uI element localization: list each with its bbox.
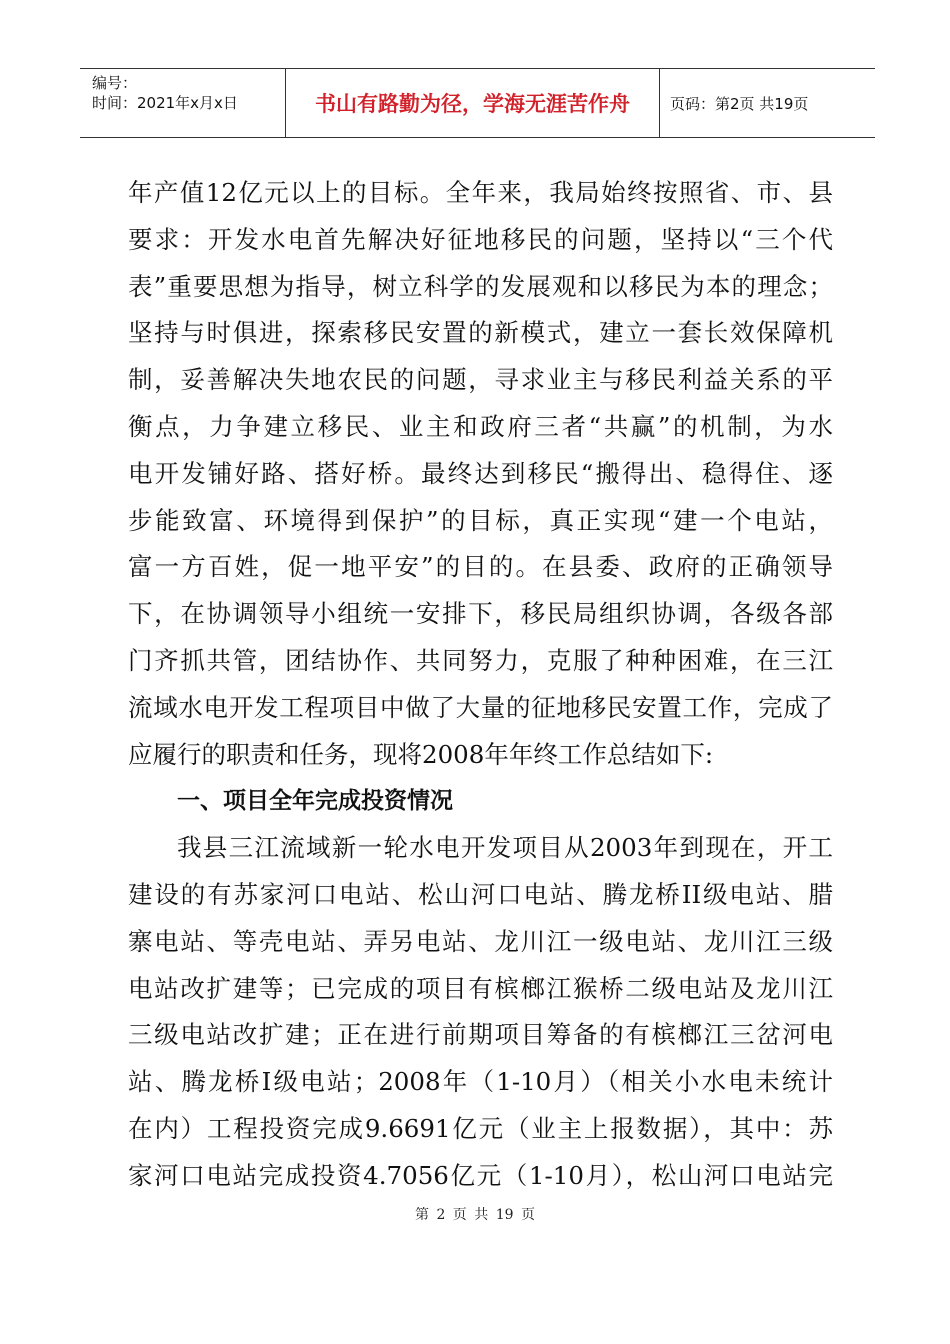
body-line: 门齐抓共管，团结协作、共同努力，克服了种种困难，在三江 <box>128 645 833 675</box>
header-page-info: 页码：第2页 共19页 <box>670 94 809 113</box>
body-line: 应履行的职责和任务，现将2008年年终工作总结如下: <box>128 739 714 769</box>
body-line: 表”重要思想为指导，树立科学的发展观和以移民为本的理念； <box>128 271 833 301</box>
header-motto: 书山有路勤为径，学海无涯苦作舟 <box>285 69 660 137</box>
section-line: 我县三江流域新一轮水电开发项目从2003年到现在，开工 <box>177 833 833 863</box>
body-line: 要求：开发水电首先解决好征地移民的问题，坚持以“三个代 <box>128 224 833 254</box>
body-line: 制，妥善解决失地农民的问题，寻求业主与移民利益关系的平 <box>128 365 833 395</box>
section-line: 三级电站改扩建；正在进行前期项目筹备的有槟榔江三岔河电 <box>128 1020 833 1050</box>
number-label: 编号： <box>92 74 138 92</box>
document-body <box>128 170 833 1200</box>
header-meta <box>80 69 285 137</box>
body-line: 电开发铺好路、搭好桥。最终达到移民“搬得出、稳得住、逐 <box>128 458 833 488</box>
body-line: 步能致富、环境得到保护”的目标，真正实现“建一个电站， <box>128 505 833 535</box>
section-line: 家河口电站完成投资4.7056亿元（1-10月），松山河口电站完 <box>128 1160 833 1190</box>
section-line: 寨电站、等壳电站、弄另电站、龙川江一级电站、龙川江三级 <box>128 926 833 956</box>
body-line: 流域水电开发工程项目中做了大量的征地移民安置工作，完成了 <box>128 692 833 722</box>
body-line: 年产值12亿元以上的目标。全年来，我局始终按照省、市、县 <box>128 178 833 207</box>
time-label: 时间：2021年x月x日 <box>92 94 238 112</box>
section-line: 在内）工程投资完成9.6691亿元（业主上报数据），其中：苏 <box>128 1113 833 1143</box>
body-line: 衡点，力争建立移民、业主和政府三者“共赢”的机制，为水 <box>128 411 833 441</box>
page-header <box>80 68 875 138</box>
section-line: 建设的有苏家河口电站、松山河口电站、腾龙桥II级电站、腊 <box>128 879 833 909</box>
body-line: 下，在协调领导小组统一安排下，移民局组织协调，各级各部 <box>128 599 833 629</box>
section-heading: 一、项目全年完成投资情况 <box>177 788 453 815</box>
page-footer: 第 2 页 共 19 页 <box>415 1207 535 1223</box>
body-line: 富一方百姓，促一地平安”的目的。在县委、政府的正确领导 <box>128 552 833 582</box>
section-line: 电站改扩建等；已完成的项目有槟榔江猴桥二级电站及龙川江 <box>128 973 833 1003</box>
section-line: 站、腾龙桥Ⅰ级电站；2008年（1-10月）（相关小水电未统计 <box>128 1067 833 1097</box>
body-line: 坚持与时俱进，探索移民安置的新模式，建立一套长效保障机 <box>128 318 833 348</box>
